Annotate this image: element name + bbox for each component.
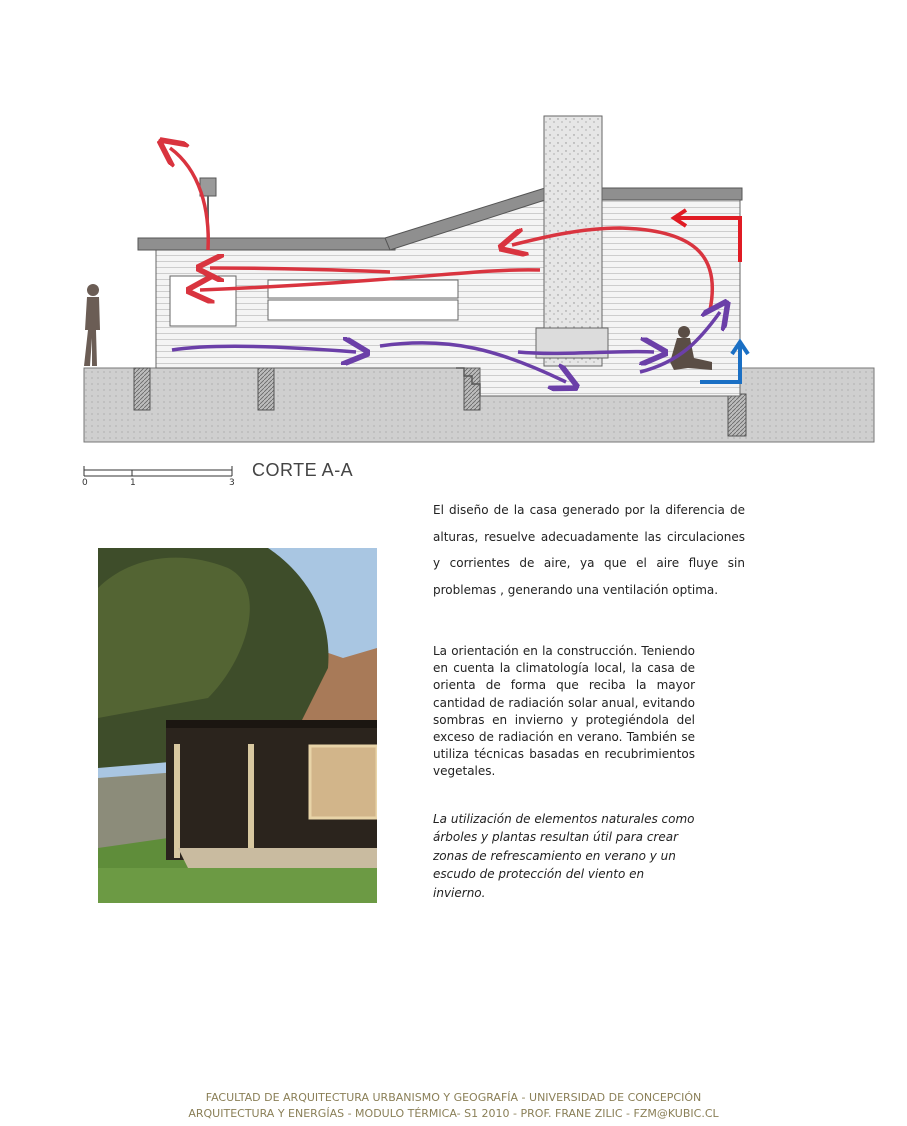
scale-tick-1: 1 <box>130 478 136 488</box>
lower-counter <box>268 300 458 320</box>
footing <box>258 368 274 410</box>
scale-tick-3: 3 <box>229 478 235 488</box>
house-photo <box>98 548 377 903</box>
roof-low <box>138 238 395 250</box>
cool-air-flow <box>518 352 654 354</box>
footing <box>464 368 480 410</box>
house-window <box>310 746 377 818</box>
section-drawing <box>60 100 875 450</box>
footing <box>134 368 150 410</box>
scale-bar <box>82 462 242 492</box>
paragraph-design: El diseño de la casa generado por la diferencia de alturas, resuelve adecuadamente las circulaciones y corrientes de aire, ya que el aire fluye sin problemas , generando una ventilación optima. <box>433 503 745 597</box>
footer-line-2: ARQUITECTURA Y ENERGÍAS - MODULO TÉRMICA- S1 2010 - PROF. FRANE ZILIC - FZM@KUBIC.CL <box>188 1107 719 1120</box>
footing <box>728 394 746 436</box>
upper-cabinets <box>268 280 458 298</box>
scale-tick-0: 0 <box>82 478 88 488</box>
footer <box>0 1090 907 1122</box>
section-title: CORTE A-A <box>252 460 354 480</box>
paragraph-natural-elements: La utilización de elementos naturales como árboles y plantas resultan útil para crear zonas de refrescamiento en verano y un escudo de protección del viento en invierno. <box>433 812 695 900</box>
hot-air-flow <box>170 148 208 250</box>
footer-line-1: FACULTAD DE ARQUITECTURA URBANISMO Y GEOGRAFÍA - UNIVERSIDAD DE CONCEPCIÓN <box>205 1091 702 1104</box>
paragraph-orientation: La orientación en la construcción. Teniendo en cuenta la climatología local, la casa de orienta de forma que reciba la mayor cantidad de radiación solar anual, evitando sombras en invierno y protegiéndola del exceso de radiación en verano. También se utiliza técnicas basadas en recubrimientos vegetales. <box>433 644 695 779</box>
person-standing-icon <box>84 284 100 366</box>
window-left <box>170 276 236 326</box>
